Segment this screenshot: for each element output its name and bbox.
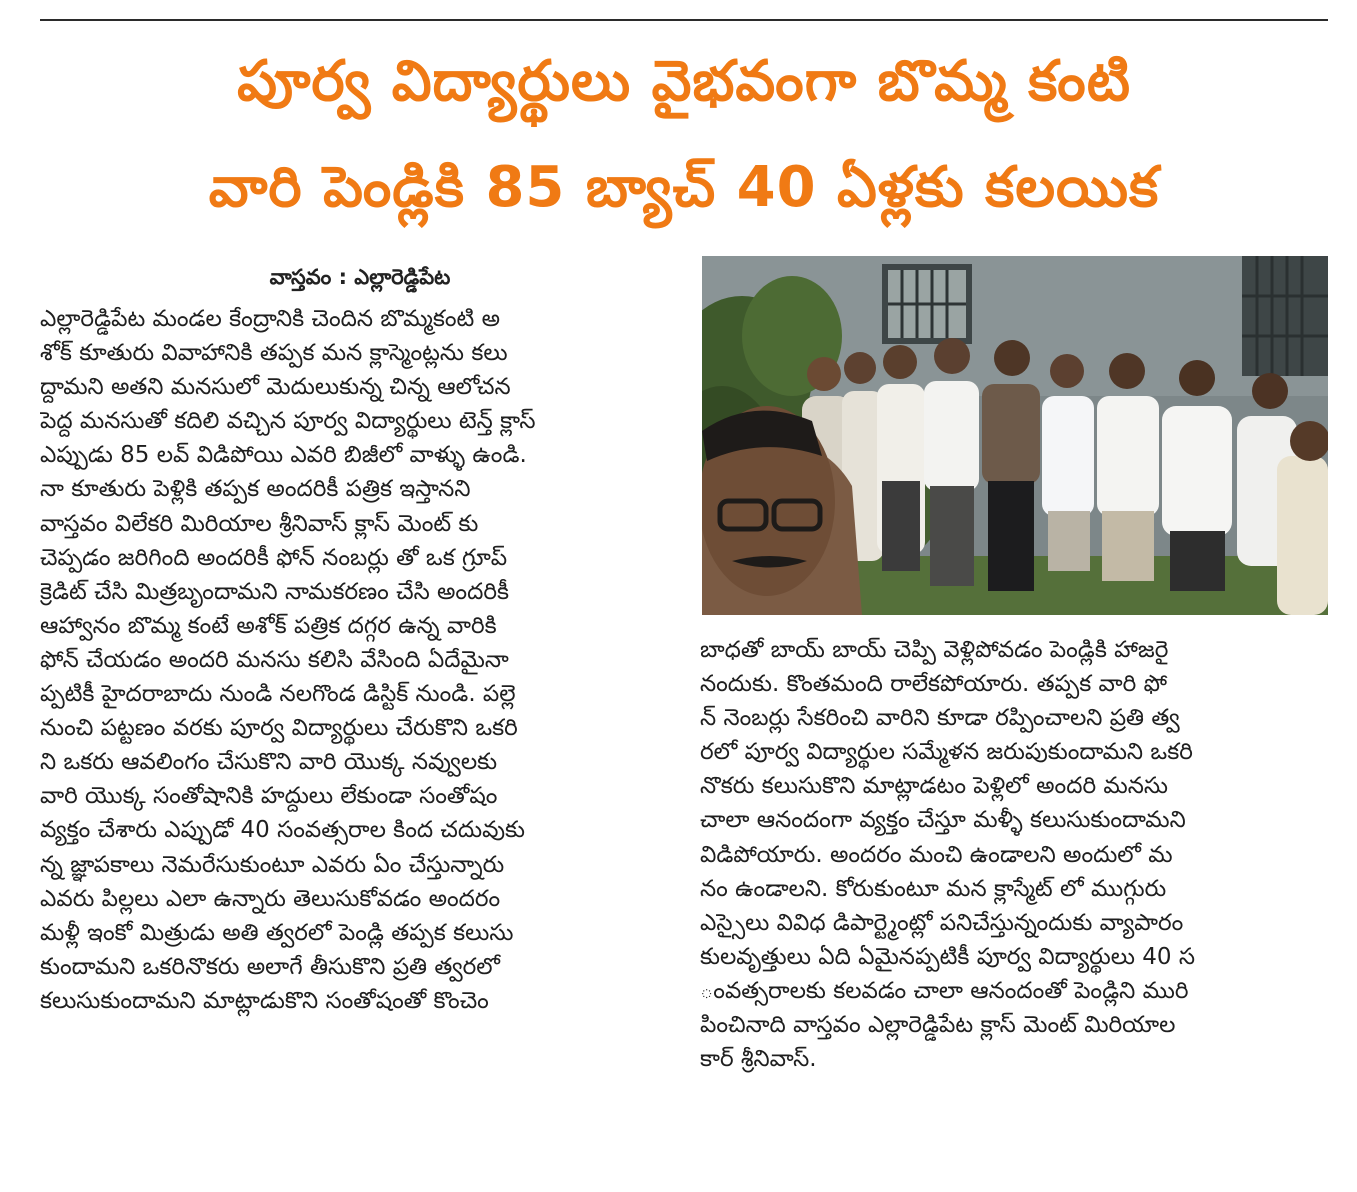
window-left [882, 264, 972, 344]
left-column-line: ప్పటికీ హైదరాబాదు నుండి నలగొండ డిస్టిక్ నుండి. పల్లె [40, 681, 516, 708]
left-column-line: చెప్పడం జరిగింది అందరికీ ఫోన్ నంబర్లు తో ఒక గ్రూప్ [40, 544, 508, 571]
left-column-line: పెద్ద మనసుతో కదిలి వచ్చిన పూర్వ విద్యార్థులు టెన్త్ క్లాస్ [40, 408, 536, 435]
right-column-line: పించినాది వాస్తవం ఎల్లారెడ్డిపేట క్లాస్ మెంట్ మిరియాల [700, 1012, 1176, 1039]
left-column-line: క్రెడిట్ చేసి మిత్రబృందామని నామకరణం చేసి అందరికీ [40, 578, 509, 605]
left-column-line: ని ఒకరు ఆవలింగం చేసుకొని వారి యొక్క నవ్వులకు [40, 749, 498, 776]
left-column-line: కలుసుకుందామని మాట్లాడుకొని సంతోషంతో కొంచెం [40, 987, 489, 1014]
headline-line-2: వారి పెండ్లికి 85 బ్యాచ్ 40 ఏళ్లకు కలయిక [208, 155, 1160, 220]
left-column-line: వ్యక్తం చేశారు ఎప్పుడో 40 సంవత్సరాల కింద చదువుకు [40, 817, 525, 844]
right-column-line: కులవృత్తులు ఏది ఏమైనప్పటికీ పూర్వ విద్యార్థులు 40 స [700, 943, 1195, 970]
byline: వాస్తవం : ఎల్లారెడ్డిపేట [269, 265, 451, 289]
left-column-line: మళ్లీ ఇంకో మిత్రుడు అతి త్వరలో పెండ్లి తప్పక కలుసు [40, 919, 514, 946]
right-column-line: న్ నెంబర్లు సేకరించి వారిని కూడా రప్పించాలని ప్రతి త్వ [700, 705, 1180, 732]
left-column-line: శోక్ కూతురు వివాహానికి తప్పక మన క్లాస్మెంట్లను కలు [40, 340, 508, 367]
headline-line-1: పూర్వ విద్యార్థులు వైభవంగా బొమ్మ కంటి [237, 49, 1131, 114]
top-rule [40, 19, 1328, 21]
left-column-line: ఫోన్ చేయడం అందరి మనసు కలిసి వేసింది ఏదేమైనా [40, 646, 509, 673]
left-column-line: వారి యొక్క సంతోషానికి హద్దులు లేకుండా సంతోషం [40, 783, 498, 810]
window-right [1242, 256, 1328, 376]
right-column-line: నందుకు. కొంతమంది రాలేకపోయారు. తప్పక వారి ఫో [700, 671, 1167, 698]
right-column-line: నం ఉండాలని. కోరుకుంటూ మన క్లాస్మేట్ లో ముగ్గురు [700, 875, 1167, 902]
left-column-line: కుందామని ఒకరినొకరు అలాగే తీసుకొని ప్రతి త్వరలో [40, 953, 500, 980]
left-column-line: ద్దామని అతని మనసులో మెదులుకున్న చిన్న ఆలోచన [40, 374, 511, 401]
group-photo [702, 256, 1328, 615]
right-column-line: ఎస్సైలు వివిధ డిపార్ట్మెంట్లో పనిచేస్తున్నందుకు వ్యాపారం [700, 909, 1184, 936]
left-column-line: ఎల్లారెడ్డిపేట మండల కేంద్రానికి చెందిన బొమ్మకంటి అ [40, 306, 500, 332]
left-column-line: నా కూతురు పెళ్లికి తప్పక అందరికీ పత్రిక ఇస్తానని [40, 476, 471, 503]
article-right-column [700, 633, 1330, 1173]
right-column-line: రలో పూర్వ విద్యార్థుల సమ్మేళన జరుపుకుందామని ఒకరి [700, 739, 1193, 766]
left-column-line: ఎప్పుడు 85 లవ్ విడిపోయి ఎవరి బిజీలో వాళ్ళు ఉండి. [40, 442, 527, 469]
right-column-line: కార్ శ్రీనివాస్. [700, 1046, 817, 1073]
left-column-line: న్న జ్ఞాపకాలు నెమరేసుకుంటూ ఎవరు ఏం చేస్తున్నారు [40, 851, 505, 878]
left-column-line: ఆహ్వానం బొమ్మ కంటే అశోక్ పత్రిక దగ్గర ఉన్న వారికి [40, 612, 497, 639]
right-column-line: ంవత్సరాలకు కలవడం చాలా ఆనందంతో పెండ్లిని మురి [700, 977, 1189, 1004]
left-column-line: నుంచి పట్టణం వరకు పూర్వ విద్యార్థులు చేరుకొని ఒకరి [40, 715, 518, 742]
left-column-line: వాస్తవం విలేకరి మిరియాల శ్రీనివాస్ క్లాస్ మెంట్ కు [40, 510, 479, 537]
right-column-line: చాలా ఆనందంగా వ్యక్తం చేస్తూ మళ్ళీ కలుసుకుందామని [700, 807, 1186, 834]
right-column-line: నొకరు కలుసుకొని మాట్లాడటం పెళ్లిలో అందరి మనసు [700, 773, 1168, 800]
right-column-line: బాధతో బాయ్ బాయ్ చెప్పి వెళ్లిపోవడం పెండ్లికి హాజరై [700, 637, 1169, 663]
left-column-line: ఎవరు పిల్లలు ఎలా ఉన్నారు తెలుసుకోవడం అందరం [40, 885, 501, 912]
right-column-line: విడిపోయారు. అందరం మంచి ఉండాలని అందులో మ [700, 841, 1173, 868]
article-left-column [40, 302, 680, 1182]
